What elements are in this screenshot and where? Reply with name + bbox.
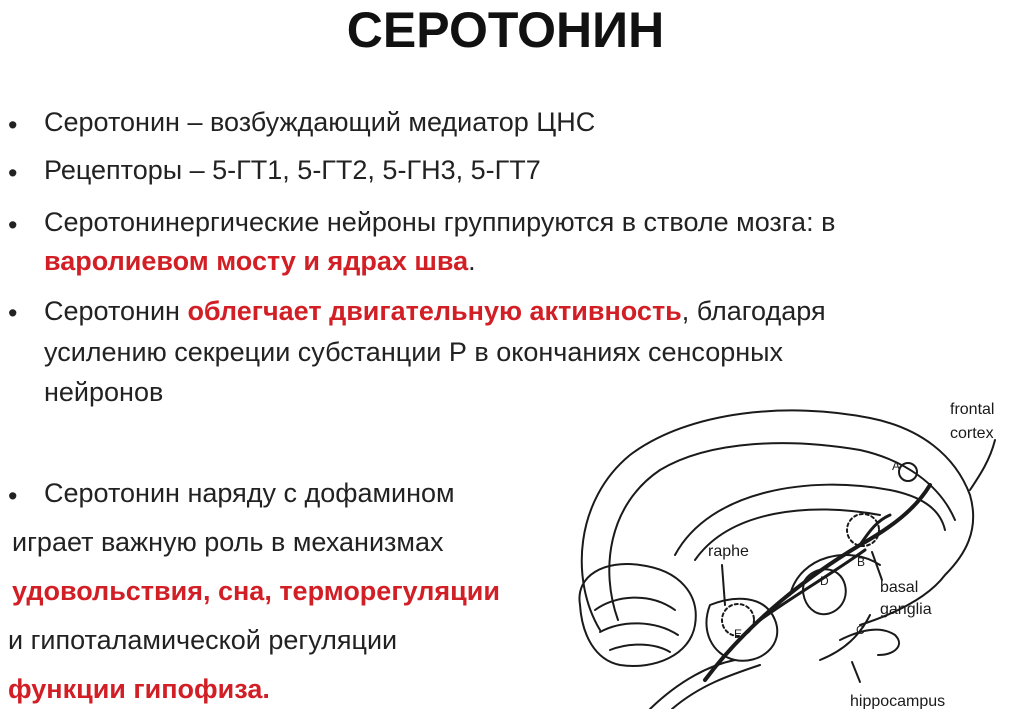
label-basal: basal <box>880 579 919 596</box>
label-raphe: raphe <box>708 543 749 560</box>
bullet-1-text: Серотонин – возбуждающий медиатор ЦНС <box>44 107 596 137</box>
bullet-5-line-4: и гипоталамической регуляции <box>8 625 398 655</box>
bullet-5-line-3: удовольствия, сна, терморегуляции <box>12 576 500 606</box>
marker-d: D <box>820 574 829 588</box>
bullet-4-line-2: усилению секреции субстанции Р в окончаниях сенсорных <box>44 337 784 367</box>
pointer-hippocampus <box>852 662 860 682</box>
cerebellum-fold <box>600 623 678 635</box>
label-hippocampus: hippocampus <box>850 693 946 709</box>
label-cortex: cortex <box>950 425 994 442</box>
bullet-marker: • <box>8 481 18 511</box>
brain-pathway-diagram <box>560 380 1011 709</box>
brainstem-tract <box>650 660 735 709</box>
bullet-4-lead: Серотонин <box>44 296 188 326</box>
pointer-frontal <box>970 440 995 490</box>
marker-b: B <box>857 555 866 569</box>
bullet-5-line-1: Серотонин наряду с дофамином <box>44 478 455 508</box>
marker-a: A <box>892 459 901 473</box>
marker-c: C <box>856 623 865 637</box>
bullet-3-emphasis: варолиевом мосту и ядрах шва <box>44 246 469 276</box>
bullet-4-line-3: нейронов <box>44 377 164 407</box>
bullet-4-trail: , благодаря <box>681 296 826 326</box>
label-frontal: frontal <box>950 401 995 418</box>
bullet-marker: • <box>8 298 18 328</box>
brainstem-tract <box>672 665 760 709</box>
page-title: СЕРОТОНИН <box>346 2 665 58</box>
bullet-3-line-2 <box>44 243 476 279</box>
bullet-marker: • <box>8 210 18 240</box>
bullet-3-period: . <box>468 246 476 276</box>
bullet-2-text: Рецепторы – 5-ГТ1, 5-ГТ2, 5-ГН3, 5-ГТ7 <box>44 155 541 185</box>
cerebellum-fold <box>610 645 670 652</box>
label-ganglia: ganglia <box>880 601 932 618</box>
cerebellum-outline <box>579 564 695 666</box>
bullet-4-emphasis: облегчает двигательную активность <box>187 296 682 326</box>
pointer-basal <box>872 552 882 580</box>
bullet-marker: • <box>8 110 18 140</box>
pointer-raphe <box>722 565 725 605</box>
bullet-marker: • <box>8 158 18 188</box>
cerebellum-fold <box>595 598 675 610</box>
bullet-4-line-1 <box>44 293 826 329</box>
bullet-5-line-2: играет важную роль в механизмах <box>12 527 444 557</box>
bullet-3-line-1: Серотонинергические нейроны группируются в стволе мозга: в <box>44 207 836 237</box>
bullet-5-line-5: функции гипофиза. <box>8 674 270 704</box>
marker-e: E <box>734 627 743 641</box>
